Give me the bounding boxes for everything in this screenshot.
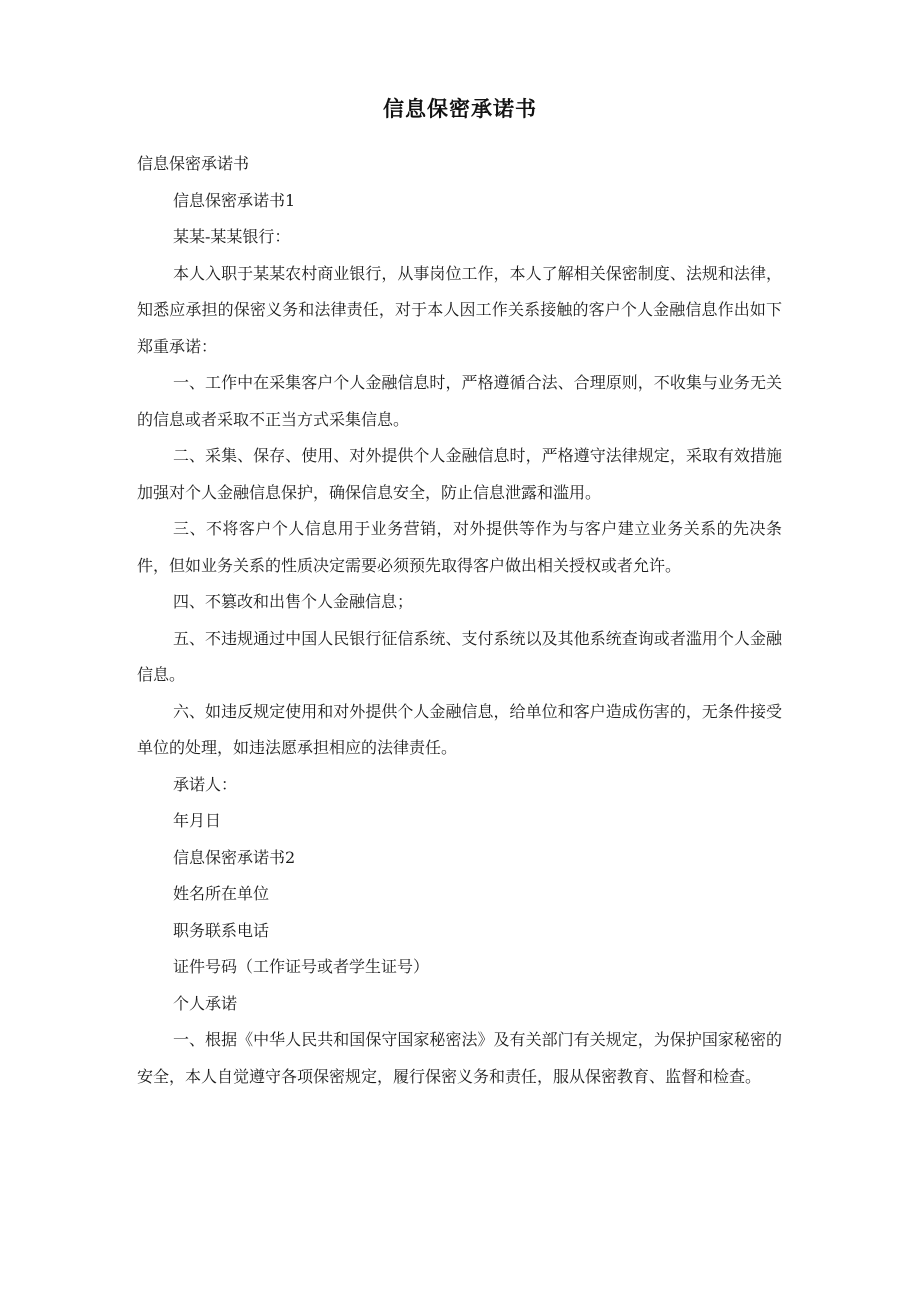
paragraph: 二、采集、保存、使用、对外提供个人金融信息时，严格遵守法律规定，采取有效措施加强对个人金融信息保护，确保信息安全，防止信息泄露和滥用。 (137, 446, 782, 502)
paragraph: 个人承诺 (173, 993, 238, 1013)
document-body (137, 146, 782, 1095)
paragraph: 姓名所在单位 (173, 884, 270, 903)
paragraph: 证件号码（工作证号或者学生证号） (173, 957, 430, 976)
paragraph: 三、不将客户个人信息用于业务营销，对外提供等作为与客户建立业务关系的先决条件，但如业务关系的性质决定需要必须预先取得客户做出相关授权或者允许。 (137, 519, 782, 575)
paragraph: 信息保密承诺书 (137, 154, 250, 173)
paragraph: 信息保密承诺书2 (173, 847, 296, 867)
paragraph: 职务联系电话 (173, 920, 270, 940)
paragraph: 某某-某某银行： (173, 227, 291, 246)
paragraph: 一、根据《中华人民共和国保守国家秘密法》及有关部门有关规定，为保护国家秘密的安全，本人自觉遵守各项保密规定，履行保密义务和责任，服从保密教育、监督和检查。 (137, 1030, 782, 1086)
paragraph: 一、工作中在采集客户个人金融信息时，严格遵循合法、合理原则，不收集与业务无关的信息或者采取不正当方式采集信息。 (137, 373, 782, 429)
paragraph: 承诺人： (173, 774, 238, 794)
paragraph: 五、不违规通过中国人民银行征信系统、支付系统以及其他系统查询或者滥用个人金融信息。 (137, 628, 782, 684)
paragraph: 信息保密承诺书1 (173, 190, 296, 210)
paragraph: 年月日 (173, 811, 222, 830)
paragraph: 四、不篡改和出售个人金融信息； (173, 592, 414, 611)
document-title: 信息保密承诺书 (383, 97, 537, 121)
paragraph: 六、如违反规定使用和对外提供个人金融信息，给单位和客户造成伤害的，无条件接受单位的处理，如违法愿承担相应的法律责任。 (137, 701, 782, 757)
paragraph: 本人入职于某某农村商业银行，从事岗位工作，本人了解相关保密制度、法规和法律，知悉应承担的保密义务和法律责任，对于本人因工作关系接触的客户个人金融信息作出如下郑重承诺： (137, 263, 782, 356)
